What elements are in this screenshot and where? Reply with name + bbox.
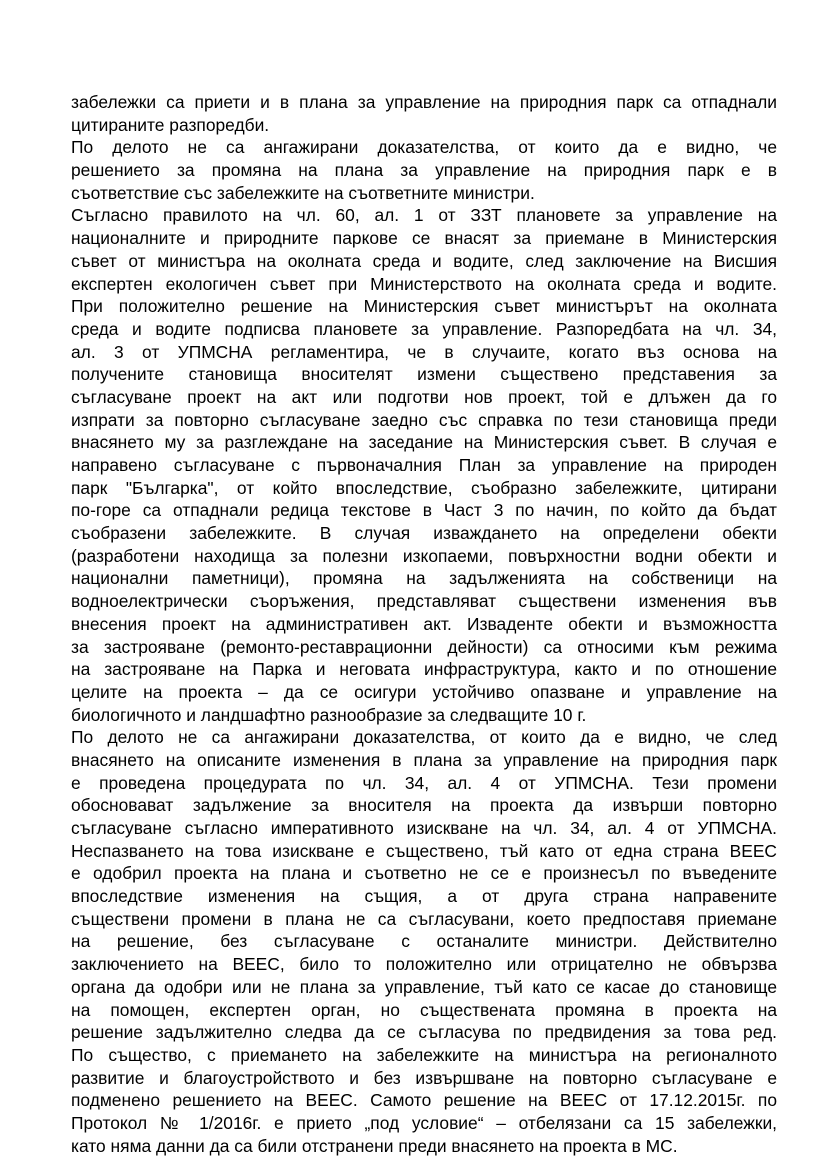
text-line: експертен екологичен съвет при Министерството на околната среда и водите. <box>71 273 777 294</box>
text-line: на решение, без съгласуване с останалите министри. Действително <box>71 931 777 952</box>
text-line: впоследствие изменения на същия, а от друга страна направените <box>71 886 777 907</box>
text-line: По делото не са ангажирани доказателства, от които да е видно, че <box>71 137 777 158</box>
text-line: По същество, с приемането на забележките на министъра на регионалното <box>71 1044 777 1065</box>
text-line: съответствие със забележките на съответните министри. <box>71 182 535 203</box>
text-line: парк "Българка", от който впоследствие, съобразно забележките, цитирани <box>71 477 777 498</box>
text-line: цитираните разпоредби. <box>71 114 270 135</box>
text-line: Протокол № 1/2016г. е прието „под условие“ – отбелязани са 15 забележки, <box>71 1112 777 1133</box>
text-line: решението за промяна на плана за управление на природния парк е в <box>71 160 777 181</box>
text-line: При положително решение на Министерския съвет министърът на околната <box>71 296 777 317</box>
text-line: като няма данни да са били отстранени преди внасянето на проекта в МС. <box>71 1135 678 1156</box>
text-line: съвет от министъра на околната среда и водите, след заключение на Висшия <box>71 250 777 271</box>
text-line: подменено решението на ВЕЕС. Самото решение на ВЕЕС от 17.12.2015г. по <box>71 1090 777 1111</box>
document-body-text <box>71 91 777 1157</box>
text-line: на помощен, експертен орган, но съществената промяна в проекта на <box>71 999 777 1020</box>
text-line: По делото не са ангажирани доказателства, от които да е видно, че след <box>71 727 777 748</box>
text-line: решение задължително следва да се съгласува по предвидения за това ред. <box>71 1022 777 1043</box>
text-line: по-горе са отпаднали редица текстове в Част 3 по начин, по който да бъдат <box>71 500 777 521</box>
text-line: внасянето му за разглеждане на заседание на Министерския съвет. В случая е <box>71 432 777 453</box>
text-line: е проведена процедурата по чл. 34, ал. 4 от УПМСНА. Тези промени <box>71 772 777 793</box>
text-line: развитие и благоустройството и без извършване на повторно съгласуване е <box>71 1067 777 1088</box>
text-line: съгласуване съгласно императивното изискване на чл. 34, ал. 4 от УПМСНА. <box>71 818 777 838</box>
text-line: изпрати за повторно съгласуване заедно със справка по тези становища преди <box>71 409 777 430</box>
text-line: ал. 3 от УПМСНА регламентира, че в случаите, когато въз основа на <box>71 341 777 362</box>
text-line: среда и водите подписва плановете за управление. Разпоредбата на чл. 34, <box>71 318 777 339</box>
text-line: националните и природните паркове се внасят за приемане в Министерския <box>71 228 777 249</box>
text-line: целите на проекта – да се осигури устойчиво опазване и управление на <box>71 681 777 702</box>
text-line: на застрояване на Парка и неговата инфраструктура, както и по отношение <box>71 659 777 680</box>
text-line: направено съгласуване с първоначалния План за управление на природен <box>71 455 777 475</box>
text-line: заключението на ВЕЕС, било то положително или отрицателно не обвързва <box>71 954 777 975</box>
text-line: съществени промени в плана не са съгласувани, което предпоставя приемане <box>71 908 777 929</box>
text-line: Неспазването на това изискване е съществено, тъй като от една страна ВЕЕС <box>71 840 777 861</box>
text-line: Съгласно правилото на чл. 60, ал. 1 от ЗЗТ плановете за управление на <box>71 205 777 226</box>
text-line: биологичното и ландшафтно разнообразие за следващите 10 г. <box>71 704 587 725</box>
text-line: е одобрил проекта на плана и съответно не се е произнесъл по въведените <box>71 863 777 884</box>
text-line: за застрояване (ремонто-реставрационни дейности) са относими към режима <box>71 636 777 657</box>
text-line: получените становища вносителят измени съществено представения за <box>71 364 777 385</box>
text-line: съобразени забележките. В случая изваждането на определени обекти <box>71 523 777 544</box>
text-line: обосновават задължение за вносителя на проекта да извърши повторно <box>71 795 777 816</box>
text-line: органа да одобри или не плана за управление, тъй като се касае до становище <box>71 976 777 997</box>
text-line: (разработени находища за полезни изкопаеми, повърхностни водни обекти и <box>71 545 777 566</box>
text-line: съгласуване проект на акт или подготви нов проект, той е длъжен да го <box>71 386 777 407</box>
text-line: внесения проект на административен акт. Изваденте обекти и възможността <box>71 613 777 634</box>
text-line: национални паметници), промяна на задълженията на собственици на <box>71 568 777 589</box>
text-line: забележки са приети и в плана за управление на природния парк са отпаднали <box>71 92 777 112</box>
text-line: водноелектрически съоръжения, представляват съществени изменения във <box>71 591 777 612</box>
text-line: внасянето на описаните изменения в плана за управление на природния парк <box>71 749 777 770</box>
